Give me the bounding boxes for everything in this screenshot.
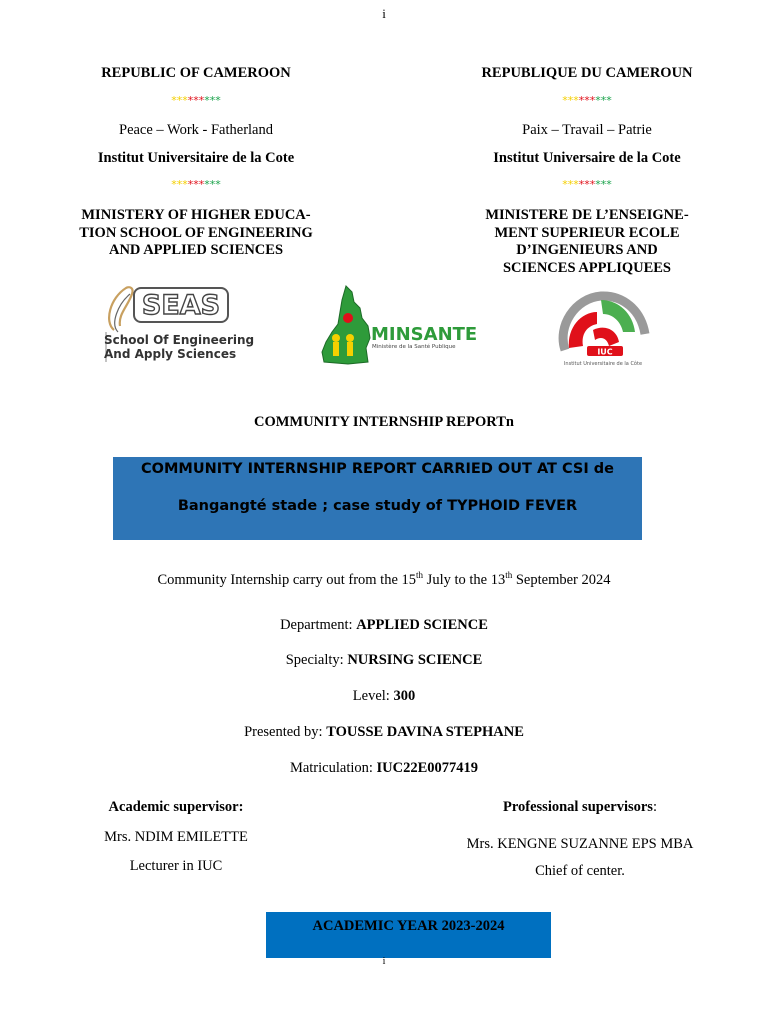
right-ministry-line: MENT SUPERIEUR ECOLE — [494, 224, 680, 241]
right-ministry-line: D’INGENIEURS AND — [516, 242, 658, 258]
department — [0, 617, 768, 634]
star-green: *** — [204, 178, 221, 191]
matriculation — [0, 760, 768, 777]
minsante-wordmark: MINSANTE — [371, 324, 478, 345]
period-sup-2: th — [505, 570, 513, 580]
right-motto: Paix – Travail – Patrie — [522, 122, 652, 138]
period-suffix: September 2024 — [512, 571, 611, 588]
star-red: *** — [578, 178, 596, 191]
department-label: Department: — [280, 617, 357, 633]
left-ministry — [56, 207, 336, 260]
iuc-logo — [553, 290, 653, 370]
professional-supervisor-colon: : — [652, 799, 657, 815]
seas-line-1: School Of Engineering — [104, 333, 255, 347]
right-institute: Institut Universaire de la Cote — [493, 150, 681, 166]
star-red: *** — [187, 178, 205, 191]
period-middle: July to the 13 — [423, 571, 506, 588]
period-prefix: Community Internship carry out from the 15 — [157, 571, 417, 588]
presenter-value: TOUSSE DAVINA STEPHANE — [326, 724, 524, 740]
iuc-emblem-icon — [553, 290, 653, 370]
matriculation-value: IUC22E0077419 — [376, 760, 479, 776]
left-institute: Institut Universitaire de la Cote — [97, 150, 295, 166]
specialty — [0, 652, 768, 669]
presenter — [0, 724, 768, 741]
matriculation-label: Matriculation: — [289, 760, 377, 776]
left-motto: Peace – Work - Fatherland — [119, 122, 273, 138]
professional-supervisor-title: Professional supervisors — [502, 799, 653, 815]
title-banner — [113, 457, 642, 540]
period-sup-1: th — [416, 570, 424, 580]
seas-emblem-icon — [100, 280, 255, 365]
star-green: *** — [595, 178, 612, 191]
internship-period — [0, 570, 768, 589]
star-yellow: *** — [562, 94, 579, 107]
left-country: REPUBLIC OF CAMEROON — [101, 65, 291, 81]
academic-supervisor-role: Lecturer in IUC — [129, 858, 223, 874]
star-yellow: *** — [171, 178, 188, 191]
page-number-bottom: i — [382, 956, 386, 967]
star-red: *** — [187, 94, 205, 107]
right-ministry-line: MINISTERE DE L’ENSEIGNE- — [485, 207, 689, 223]
seas-wordmark: SEAS — [141, 290, 221, 321]
minsante-logo — [318, 282, 478, 367]
presenter-label: Presented by: — [244, 724, 327, 740]
star-red: *** — [578, 94, 596, 107]
iuc-wordmark: IUC — [597, 347, 613, 357]
level-value: 300 — [393, 688, 416, 704]
professional-supervisor-heading — [440, 799, 720, 816]
page-number: i — [382, 6, 386, 21]
iuc-ring-text: Institut Universitaire de la Côte — [563, 361, 643, 367]
professional-supervisor-name: Mrs. KENGNE SUZANNE EPS MBA — [466, 836, 694, 852]
minsante-subtitle: Ministère de la Santé Publique — [372, 344, 456, 350]
department-value: APPLIED SCIENCE — [356, 617, 488, 633]
report-title: COMMUNITY INTERNSHIP REPORTn — [254, 414, 514, 430]
academic-supervisor-title: Academic supervisor: — [108, 799, 244, 815]
specialty-label: Specialty: — [285, 652, 348, 668]
academic-year-box — [266, 912, 551, 958]
left-ministry-line: AND APPLIED SCIENCES — [108, 242, 284, 258]
right-ministry-line: SCIENCES APPLIQUEES — [502, 259, 671, 276]
star-green: *** — [204, 94, 221, 107]
seas-line-2: And Apply Sciences — [104, 347, 237, 361]
level-label: Level: — [352, 688, 394, 704]
left-ministry-line: MINISTERY OF HIGHER EDUCA- — [81, 207, 311, 223]
left-ministry-line: TION SCHOOL OF ENGINEERING — [79, 224, 313, 241]
star-yellow: *** — [562, 178, 579, 191]
professional-supervisor-role: Chief of center. — [535, 863, 625, 879]
academic-year: ACADEMIC YEAR 2023-2024 — [312, 918, 505, 934]
academic-supervisor-name: Mrs. NDIM EMILETTE — [104, 829, 248, 845]
level — [0, 688, 768, 705]
right-stars-2 — [447, 179, 727, 191]
left-stars-2 — [56, 179, 336, 191]
banner-line-1: COMMUNITY INTERNSHIP REPORT CARRIED OUT AT CSI de — [141, 461, 614, 477]
seas-logo — [100, 280, 255, 365]
right-stars-1 — [447, 95, 727, 107]
banner-line-2: Bangangté stade ; case study of TYPHOID FEVER — [177, 498, 578, 514]
right-ministry — [447, 207, 727, 277]
left-stars-1 — [56, 95, 336, 107]
right-country: REPUBLIQUE DU CAMEROUN — [481, 65, 693, 81]
star-green: *** — [595, 94, 612, 107]
minsante-map-icon — [318, 282, 478, 367]
specialty-value: NURSING SCIENCE — [347, 652, 483, 668]
star-yellow: *** — [171, 94, 188, 107]
